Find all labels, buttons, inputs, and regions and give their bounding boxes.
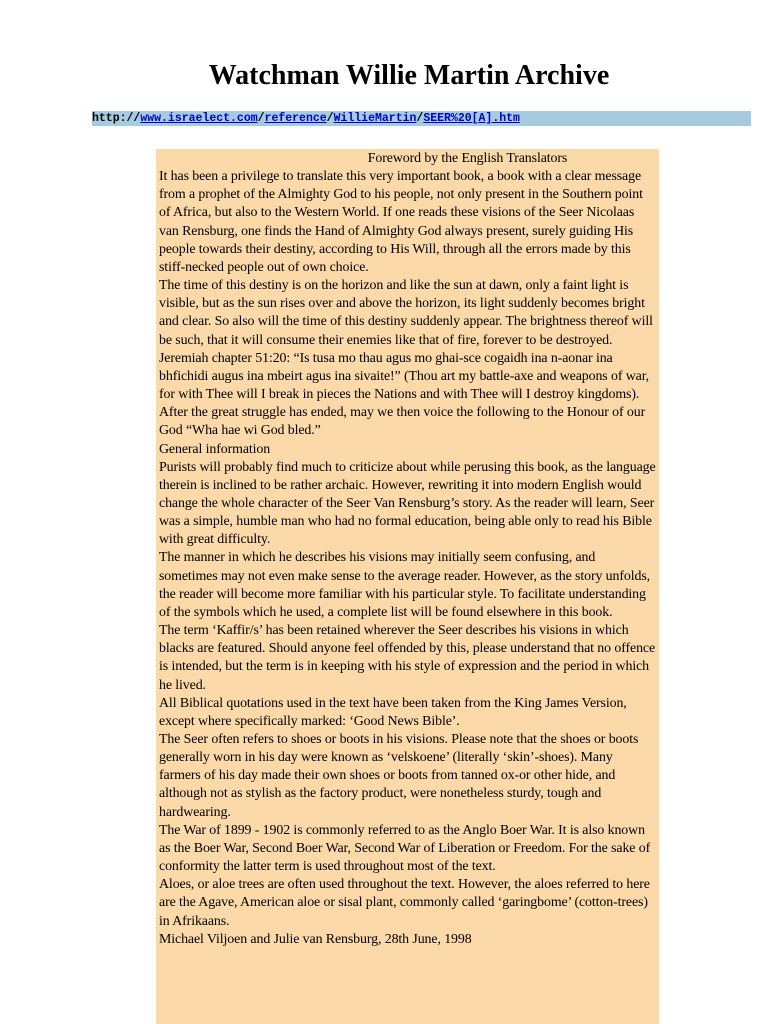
document-paragraph: Aloes, or aloe trees are often used throughout the text. However, the aloes referred to here are the Agave, American aloe or sisal plant, commonly called ‘garingbome’ (cotton-trees) in Afrikaans.: [159, 877, 650, 929]
document-paragraph: The manner in which he describes his visions may initially seem confusing, and sometimes may not even make sense to the average reader. However, as the story unfolds, the reader will become more familiar with his particular style. To facilitate understanding of the symbols which he used, a complete list will be found elsewhere in this book.: [159, 550, 651, 620]
document-paragraph: Purists will probably find much to criticize about while perusing this book, as the language therein is inclined to be rather archaic. However, rewriting it into modern English would change the whole character of the Seer Van Rensburg’s story. As the reader will learn, Seer was a simple, humble man who had no formal education, being able only to read his Bible with great difficulty.: [159, 459, 656, 548]
source-url-bar: [92, 111, 751, 126]
document-paragraph: Michael Viljoen and Julie van Rensburg, 28th June, 1998: [159, 931, 472, 947]
url-link-segment[interactable]: www.israelect.com: [140, 112, 258, 125]
document-paragraph: All Biblical quotations used in the text have been taken from the King James Version, except where specifically marked: ‘Good News Bible’.: [159, 695, 627, 729]
document-paragraph: The Seer often refers to shoes or boots in his visions. Please note that the shoes or boots generally worn in his day were known as ‘velskoene’ (literally ‘skin’-shoes). Many farmers of his day made their own shoes or boots from tanned ox-or other hide, and although not as stylish as the factory product, were nonetheless sturdy, tough and hardwearing.: [159, 732, 639, 820]
document-body: [156, 149, 659, 1024]
url-separator: /: [257, 112, 265, 125]
url-link-segment[interactable]: SEER%20[A].htm: [423, 112, 520, 125]
url-separator: /: [416, 112, 424, 125]
document-paragraph: General information: [159, 441, 271, 457]
document-paragraph: The time of this destiny is on the horizon and like the sun at dawn, only a faint light is visible, but as the sun rises over and above the horizon, its light suddenly becomes bright and clear. So also will the time of this destiny suddenly appear. The brightness thereof will be such, that it will consume their enemies like that of fire, forever to be destroyed.: [159, 278, 653, 348]
document-paragraph: The War of 1899 - 1902 is commonly referred to as the Anglo Boer War. It is also known as the Boer War, Second Boer War, Second War of Liberation or Freedom. For the sake of conformity the latter term is used throughout most of the text.: [159, 822, 651, 875]
document-paragraph: The term ‘Kaffir/s’ has been retained wherever the Seer describes his visions in which blacks are featured. Should anyone feel offended by this, please understand that no offence is intended, but the term is in keeping with his style of expression and the period in which he lived.: [159, 623, 656, 693]
url-separator: /: [326, 112, 334, 125]
document-paragraph: Jeremiah chapter 51:20: “Is tusa mo thau agus mo ghai-sce cogaidh ina n-aonar ina bhfichidi augus ina mbeirt agus ina sivaite!” (Thou art my battle-axe and weapons of war, for with Thee will I break in pieces the Nations and with Thee will I destroy kingdoms). After the great struggle has ended, may we then voice the following to the Honour of our God “Wha hae wi God bled.”: [159, 350, 650, 439]
url-prefix: http://: [92, 112, 141, 125]
document-paragraph: It has been a privilege to translate this very important book, a book with a clear message from a prophet of the Almighty God to his people, not only present in the Southern point of Africa, but also to the Western World. If one reads these visions of the Seer Nicolaas van Rensburg, one finds the Hand of Almighty God always present, surely guiding His people towards their destiny, according to His Will, through all the errors made by this stiff-necked people out of own choice.: [159, 169, 643, 275]
url-link-segment[interactable]: reference: [264, 112, 327, 125]
url-link-segment[interactable]: WillieMartin: [333, 112, 417, 125]
document-heading: Foreword by the English Translators: [367, 151, 568, 166]
page-title: Watchman Willie Martin Archive: [208, 60, 610, 91]
